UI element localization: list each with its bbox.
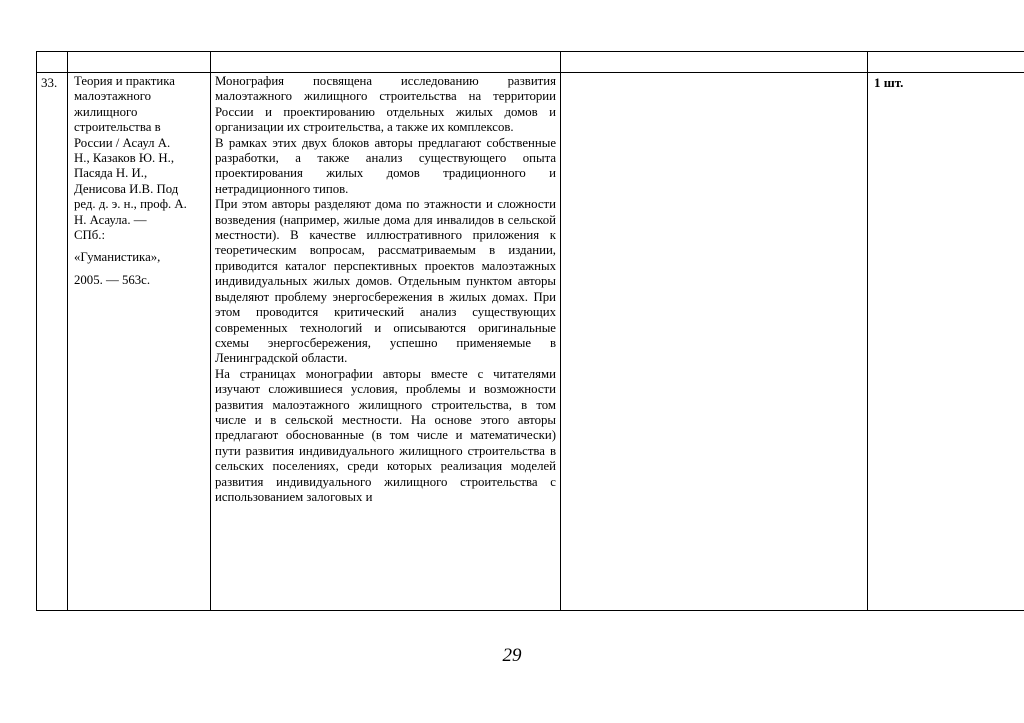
book-reference (68, 73, 210, 288)
header-cell-description (210, 52, 560, 72)
description-paragraph: В рамках этих двух блоков авторы предлагают собственные разработки, а также анализ существующего опыта проектирования жилых домов традиционного и нетрадиционного типов. (215, 135, 556, 196)
book-line: ред. д. э. н., проф. А. (74, 197, 187, 212)
header-cell-book (67, 52, 210, 72)
book-line: Теория и практика (74, 74, 175, 88)
quantity-value: 1 шт. (874, 75, 904, 90)
catalog-table (36, 51, 1024, 611)
book-line: Денисова И.В. Под (74, 181, 179, 196)
book-line: малоэтажного (74, 89, 152, 104)
quantity-cell (867, 73, 1024, 610)
book-line: Н. Асаула. — (74, 212, 147, 227)
book-line: «Гуманистика», (74, 250, 161, 265)
entry-number: 33. (41, 75, 58, 90)
description-paragraph: На страницах монографии авторы вместе с читателями изучают сложившиеся условия, проблемы и возможности развития малоэтажного жилищного строительства, в том числе и в сельской местности. На основе этого авторы предлагают обоснованные (в том числе и математически) пути развития индивидуального жилищного строительства в сельских поселениях, среди которых реализация моделей развития индивидуального жилищного строительства с использованием залоговых и (215, 366, 556, 504)
description-paragraph: Монография посвящена исследованию развития малоэтажного жилищного строительства на территории России и проектированию отдельных жилых домов и организации их строительства, а также их комплексов. (215, 74, 556, 135)
book-cell (67, 73, 210, 610)
description-paragraph: При этом авторы разделяют дома по этажности и сложности возведения (например, жилые дома для инвалидов в сельской местности). В качестве иллюстративного приложения к теоретическим вопросам, рассматриваемым в издании, приводится каталог перспективных проектов малоэтажных индивидуальных жилых домов. Отдельным пунктом авторы выделяют проблему энергосбережения в жилых домах. При этом проводится критический анализ существующих современных технологий и описываются оригинальные схемы энергосбережения, успешно применяемые в Ленинградской области. (215, 197, 556, 366)
page-number: 29 (502, 645, 522, 666)
description-cell (210, 73, 560, 610)
entry-number-cell (36, 73, 67, 610)
notes-cell (560, 73, 867, 610)
header-cell-number (36, 52, 67, 72)
table-row (36, 73, 1024, 611)
table-header-row (36, 52, 1024, 73)
description-text (211, 73, 560, 505)
book-line: Пасяда Н. И., (74, 166, 148, 181)
book-line: Н., Казаков Ю. Н., (74, 151, 175, 166)
book-line: СПб.: (74, 228, 106, 243)
book-line: 2005. — 563с. (74, 272, 151, 287)
header-cell-notes (560, 52, 867, 72)
book-line: России / Асаул А. (74, 135, 171, 150)
book-line: жилищного (74, 104, 138, 119)
header-cell-quantity (867, 52, 1024, 72)
book-line: строительства в (74, 120, 161, 135)
